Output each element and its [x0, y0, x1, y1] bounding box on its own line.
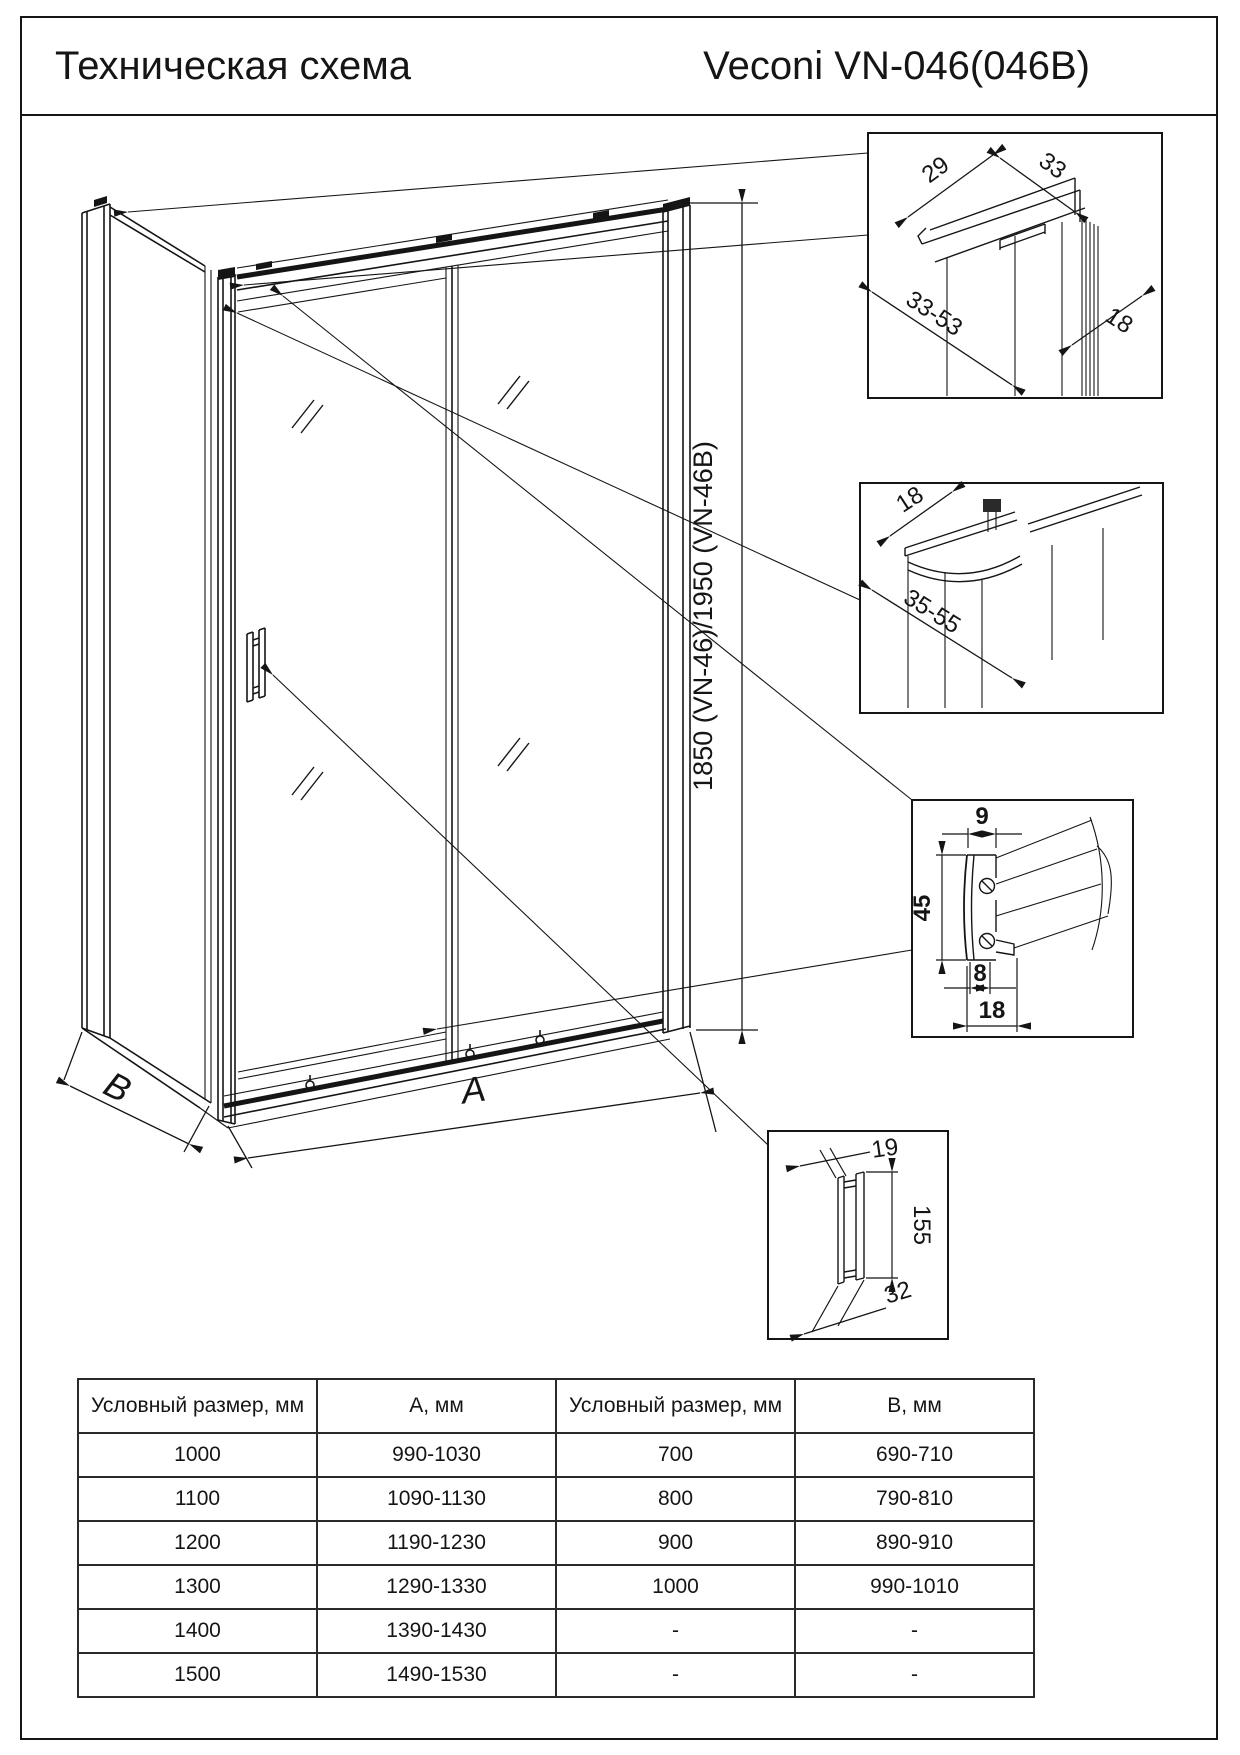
cell-a: 1090-1130 — [317, 1477, 556, 1521]
corner-cap-right — [663, 197, 690, 212]
cell-a: 1490-1530 — [317, 1653, 556, 1697]
cell-size-b: - — [556, 1609, 795, 1653]
cell-a: 1390-1430 — [317, 1609, 556, 1653]
cell-b: - — [795, 1609, 1034, 1653]
cell-b: 990-1010 — [795, 1565, 1034, 1609]
dim-19: 19 — [869, 1133, 901, 1164]
dim-35-55: 35-55 — [898, 583, 966, 640]
dim-33-53: 33-53 — [900, 285, 968, 342]
depth-dimension — [64, 1032, 209, 1152]
detail-top-profile — [868, 133, 1162, 398]
col-header-size-b: Условный размер, мм — [556, 1379, 795, 1433]
cell-size-b: 1000 — [556, 1565, 795, 1609]
col-header-b: В, мм — [795, 1379, 1034, 1433]
top-rail-clips — [256, 210, 609, 270]
model-label: Veconi VN-046(046B) — [703, 44, 1090, 88]
corner-cap-left — [218, 267, 235, 280]
door-handle — [247, 628, 265, 702]
table-row — [78, 1565, 1034, 1609]
front-frame — [200, 197, 690, 1128]
dim-18: 18 — [891, 481, 929, 519]
cell-size-b: 800 — [556, 1477, 795, 1521]
profile-surface-lines — [996, 817, 1111, 950]
detail-handle — [768, 1131, 948, 1339]
cell-a: 1290-1330 — [317, 1565, 556, 1609]
col-header-a: А, мм — [317, 1379, 556, 1433]
cell-size-b: - — [556, 1653, 795, 1697]
dim-29: 29 — [916, 151, 955, 189]
sizes-table — [77, 1378, 1035, 1698]
table-row — [78, 1433, 1034, 1477]
dim-32: 32 — [881, 1276, 915, 1310]
detail-dim-lines — [872, 155, 1142, 385]
table-row — [78, 1609, 1034, 1653]
table-row — [78, 1653, 1034, 1697]
width-dimension-label: A — [458, 1067, 489, 1112]
glass-hatch-marks — [292, 376, 529, 800]
dim-9: 9 — [975, 803, 989, 830]
glass-edge-lines — [947, 218, 1098, 396]
page-title: Техническая схема — [55, 44, 412, 88]
dim-45: 45 — [909, 894, 936, 922]
table-header-row — [78, 1379, 1034, 1433]
detail-dim-lines — [800, 1148, 898, 1334]
cell-b: 890-910 — [795, 1521, 1034, 1565]
cell-size-a: 1100 — [78, 1477, 317, 1521]
cell-size-a: 1200 — [78, 1521, 317, 1565]
dim-155: 155 — [908, 1204, 935, 1246]
cell-b: 690-710 — [795, 1433, 1034, 1477]
leader-lines — [128, 153, 912, 1145]
wall-clip — [983, 499, 1001, 512]
table-row — [78, 1521, 1034, 1565]
cell-size-a: 1300 — [78, 1565, 317, 1609]
side-panel — [82, 196, 211, 1111]
cell-a: 990-1030 — [317, 1433, 556, 1477]
col-header-size-a: Условный размер, мм — [78, 1379, 317, 1433]
height-dimension-label: 1850 (VN-46)/1950 (VN-46B) — [688, 441, 718, 791]
dim-18: 18 — [1100, 302, 1138, 340]
depth-dimension-label: B — [97, 1063, 138, 1111]
cell-b: 790-810 — [795, 1477, 1034, 1521]
table-row — [78, 1477, 1034, 1521]
cell-size-b: 900 — [556, 1521, 795, 1565]
cell-size-b: 700 — [556, 1433, 795, 1477]
dim-8: 8 — [973, 960, 987, 987]
cell-a: 1190-1230 — [317, 1521, 556, 1565]
shower-enclosure-drawing — [82, 196, 690, 1128]
detail-side-profile — [909, 800, 1133, 1037]
cell-size-a: 1400 — [78, 1609, 317, 1653]
cell-size-a: 1000 — [78, 1433, 317, 1477]
detail-wall-profile — [860, 481, 1163, 713]
cell-b: - — [795, 1653, 1034, 1697]
dim-18: 18 — [978, 997, 1006, 1024]
cell-size-a: 1500 — [78, 1653, 317, 1697]
dim-33: 33 — [1033, 147, 1072, 185]
